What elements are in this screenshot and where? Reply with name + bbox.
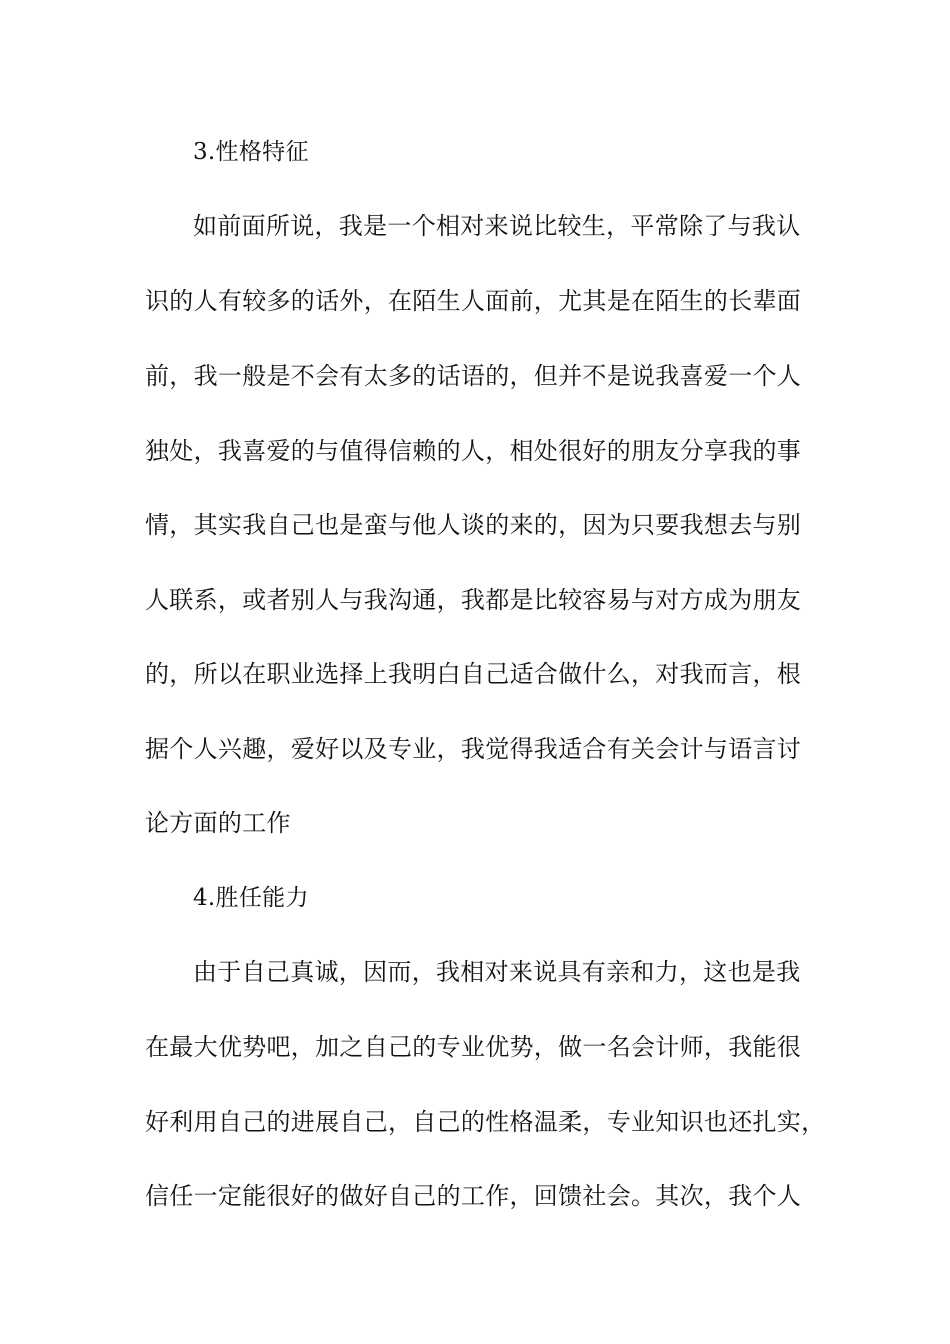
paragraph-line: 前，我一般是不会有太多的话语的，但并不是说我喜爱一个人 (145, 362, 802, 390)
paragraph-line: 信任一定能很好的做好自己的工作，回馈社会。其次，我个人 (145, 1182, 802, 1210)
paragraph-line: 的，所以在职业选择上我明白自己适合做什么，对我而言，根 (145, 660, 802, 688)
paragraph-line: 由于自己真诚，因而，我相对来说具有亲和力，这也是我 (193, 958, 801, 986)
paragraph-line: 据个人兴趣，爱好以及专业，我觉得我适合有关会计与语言讨 (145, 735, 802, 763)
paragraph-line: 人联系，或者别人与我沟通，我都是比较容易与对方成为朋友 (145, 586, 802, 614)
paragraph-line: 独处，我喜爱的与值得信赖的人，相处很好的朋友分享我的事 (145, 437, 802, 465)
paragraph-line: 在最大优势吧，加之自己的专业优势，做一名会计师，我能很 (145, 1033, 802, 1061)
paragraph-line: 情，其实我自己也是蛮与他人谈的来的，因为只要我想去与别 (145, 511, 802, 539)
paragraph-line: 如前面所说，我是一个相对来说比较生，平常除了与我认 (193, 212, 801, 240)
section-3-heading: 3.性格特征 (193, 139, 309, 165)
paragraph-line: 好利用自己的进展自己，自己的性格温柔，专业知识也还扎实， (145, 1108, 826, 1136)
paragraph-line: 论方面的工作 (145, 809, 291, 837)
section-4-heading: 4.胜任能力 (193, 885, 309, 911)
paragraph-line: 识的人有较多的话外，在陌生人面前，尤其是在陌生的长辈面 (145, 287, 802, 315)
